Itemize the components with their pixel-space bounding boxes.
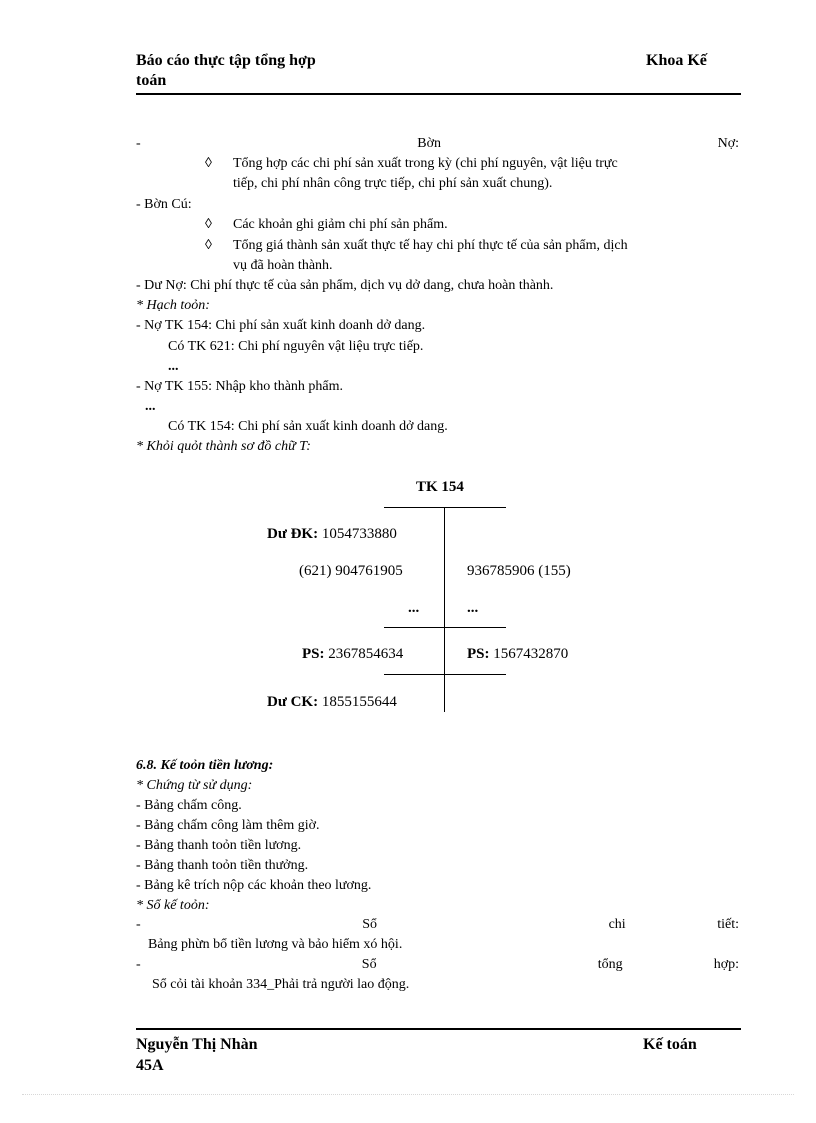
header-department: Khoa Kế [646,52,707,69]
du-ck-label: Dư CK: [267,694,319,710]
header-title-continued: toán [136,72,167,89]
du-ck-value: 1855155644 [321,694,397,710]
t-account-top-rule [384,507,506,508]
word: tiết: [717,917,739,932]
t-account-bottom-rule [384,674,506,675]
ben-co-item-2: Tổng giá thành sản xuất thực tế hay chi phí thực tế của sản phẩm, dịch [233,238,628,253]
footer-rule [136,1028,741,1030]
du-dk-row [267,526,397,543]
no-word: Nợ: [717,136,739,151]
so-tong-hop-line [136,955,739,974]
list-item: - Bảng thanh toỏn tiền lương. [136,838,302,853]
list-item: - Bảng thanh toỏn tiền thưởng. [136,858,309,873]
ben-co-heading: - Bờn Cú: [136,197,192,212]
entry-no-155: - Nợ TK 155: Nhập kho thành phẩm. [136,379,344,394]
ps-credit-value: 1567432870 [493,646,569,662]
header-rule [136,93,741,95]
section-heading: 6.8. Kế toỏn tiền lương: [136,758,274,773]
diamond-icon: ◊ [205,156,212,171]
diamond-icon: ◊ [205,238,212,253]
word: tổng [597,957,623,972]
du-no-line: - Dư Nợ: Chi phí thực tế của sản phẩm, dịch vụ dở dang, chưa hoàn thành. [136,278,554,293]
ben-no-bullet [205,154,618,173]
ben-no-item-continued: tiếp, chi phí nhân công trực tiếp, chi phí sản xuất chung). [233,176,553,191]
hach-toan-heading: * Hạch toỏn: [136,298,210,313]
t-account-mid-rule [384,627,506,628]
ben-co-item-1: Các khoản ghi giảm chi phí sản phẩm. [233,217,448,232]
dash: - [136,957,141,972]
du-dk-value: 1054733880 [321,526,397,542]
credit-entry-155: 936785906 (155) [467,563,571,579]
word: hợp: [713,957,739,972]
credit-ellipsis: ... [467,600,479,616]
footer-author: Nguyễn Thị Nhàn [136,1036,258,1053]
chung-tu-heading: * Chứng từ sử dụng: [136,778,253,793]
t-account-divider [444,507,445,712]
ps-credit-row [467,646,568,663]
word: Sổ [362,917,378,932]
so-tong-hop-desc: Sổ cỏi tài khoản 334_Phải trả người lao động. [152,977,410,992]
page-edge [22,1094,794,1095]
dash: - [136,917,141,932]
ben-co-bullet-1 [205,215,448,234]
word: Sổ [361,957,377,972]
so-chi-tiet-line [136,915,739,934]
debit-ellipsis: ... [408,600,420,616]
ps-label: PS: [302,646,325,662]
footer-class: 45A [136,1057,164,1074]
ellipsis: ... [145,399,156,414]
so-chi-tiet-desc: Bảng phừn bổ tiền lương và bảo hiểm xó hội. [148,937,403,952]
ps-label: PS: [467,646,490,662]
t-account-title: TK 154 [416,479,464,495]
footer-department: Kế toán [643,1036,697,1053]
du-dk-label: Dư ĐK: [267,526,319,542]
ben-co-item-2-continued: vụ đã hoàn thành. [233,258,333,273]
list-item: - Bảng chấm công làm thêm giờ. [136,818,320,833]
ellipsis: ... [168,359,179,374]
list-item: - Bảng kê trích nộp các khoản theo lương. [136,878,372,893]
dash: - [136,136,141,151]
ben-no-item: Tổng hợp các chi phí sản xuất trong kỳ (chi phí nguyên, vật liệu trực [233,156,618,171]
ps-debit-row [302,646,403,663]
word: chi [608,917,626,932]
entry-no-154: - Nợ TK 154: Chi phí sản xuất kinh doanh dở dang. [136,318,426,333]
entry-co-154: Có TK 154: Chi phí sản xuất kinh doanh dở dang. [168,419,448,434]
khai-quat-heading: * Khỏi quỏt thành sơ đồ chữ T: [136,439,311,454]
list-item: - Bảng chấm công. [136,798,242,813]
diamond-icon: ◊ [205,217,212,232]
header-title: Báo cáo thực tập tổng hợp [136,52,316,69]
ben-word: Bờn [417,136,441,151]
ben-co-bullet-2 [205,236,628,255]
ps-debit-value: 2367854634 [328,646,404,662]
so-ke-toan-heading: * Sổ kế toỏn: [136,898,210,913]
ben-no-line [136,134,739,153]
entry-co-621: Có TK 621: Chi phí nguyên vật liệu trực tiếp. [168,339,424,354]
du-ck-row [267,694,397,711]
debit-entry-621: (621) 904761905 [299,563,403,579]
